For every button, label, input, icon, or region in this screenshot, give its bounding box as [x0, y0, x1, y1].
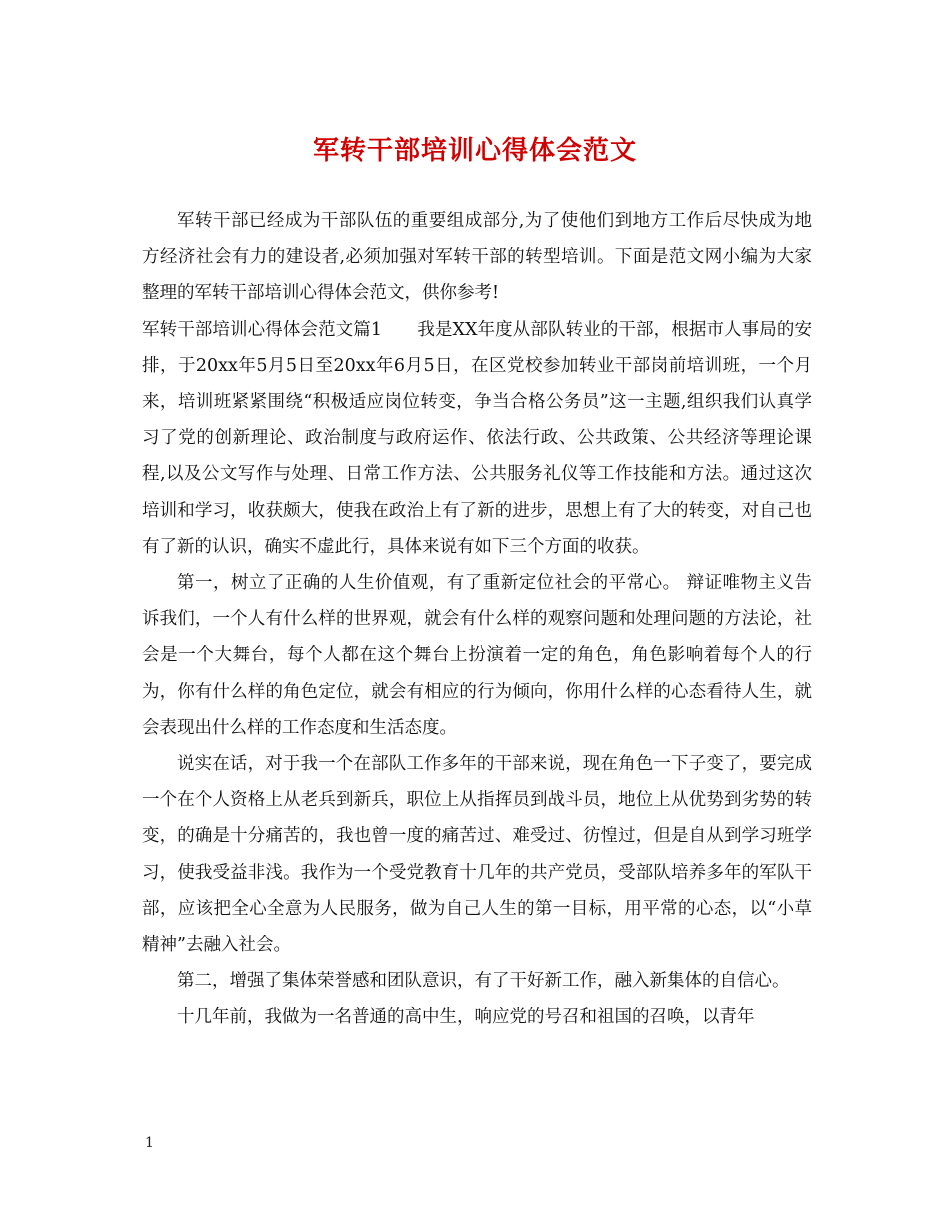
page-number: 1 — [145, 1135, 154, 1151]
paragraph-point-1: 第一，树立了正确的人生价值观，有了重新定位社会的平常心。 辩证唯物主义告诉我们，一个人有什么样的世界观，就会有什么样的观察问题和处理问题的方法论，社会是一个大舞台，每个人都在这个舞台上扮演着一定的角色，角色影响着每个人的行为，你有什么样的角色定位，就会有相应的行为倾向，你用什么样的心态看待人生，就会表现出什么样的工作态度和生活态度。 — [142, 573, 812, 738]
paragraph-intro: 军转干部已经成为干部队伍的重要组成部分,为了使他们到地方工作后尽快成为地方经济社会有力的建设者,必须加强对军转干部的转型培训。下面是范文网小编为大家整理的军转干部培训心得体会范文，供你参考! — [142, 211, 812, 304]
paragraph-point-2: 第二，增强了集体荣誉感和团队意识，有了干好新工作，融入新集体的自信心。 — [177, 971, 790, 992]
document-body — [142, 203, 812, 1036]
document-title: 军转干部培训心得体会范文 — [312, 136, 637, 166]
paragraph-section-1: 军转干部培训心得体会范文篇1 我是XX年度从部队转业的干部，根据市人事局的安排，于20xx年5月5日至20xx年6月5日，在区党校参加转业干部岗前培训班，一个月来，培训班紧紧围绕“积极适应岗位转变，争当合格公务员”这一主题,组织我们认真学习了党的创新理论、政治制度与政府运作、依法行政、公共政策、公共经济等理论课程,以及公文写作与处理、日常工作方法、公共服务礼仪等工作技能和方法。通过这次培训和学习，收获颇大，使我在政治上有了新的进步，思想上有了大的转变，对自己也有了新的认识，确实不虚此行，具体来说有如下三个方面的收获。 — [142, 319, 812, 557]
paragraph-background: 十几年前，我做为一名普通的高中生，响应党的号召和祖国的召唤，以青年 — [177, 1007, 755, 1028]
paragraph-personal-story: 说实在话，对于我一个在部队工作多年的干部来说，现在角色一下子变了，要完成一个在个人资格上从老兵到新兵，职位上从指挥员到战斗员，地位上从优势到劣势的转变，的确是十分痛苦的，我也曾一度的痛苦过、难受过、彷惶过，但是自从到学习班学习，使我受益非浅。我作为一个受党教育十几年的共产党员，受部队培养多年的军队干部，应该把全心全意为人民服务，做为自己人生的第一目标，用平常的心态，以“小草精神”去融入社会。 — [142, 754, 812, 956]
